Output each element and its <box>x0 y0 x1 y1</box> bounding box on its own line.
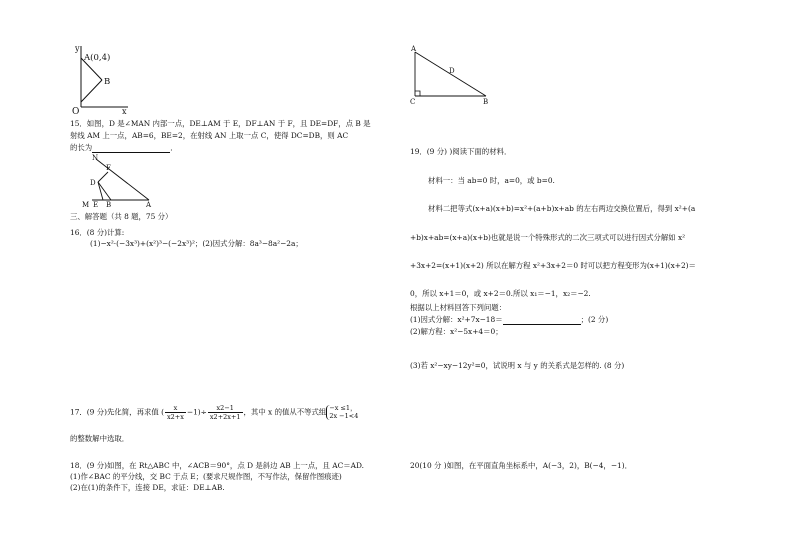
label-b: B <box>106 201 112 208</box>
q19-part3: (3)若 x²−xy−12y²=0，试说明 x 与 y 的关系式是怎样的. (8 分) <box>410 361 625 370</box>
point-a-label: A(0,4) <box>84 53 111 63</box>
q19-head: 19．(9 分) )阅读下面的材料． <box>410 147 512 156</box>
q17-suffix: ，其中 x 的值从不等式组 <box>243 407 327 417</box>
q19-material-2d: 0，所以 x+1＝0，或 x+2＝0.所以 x₁＝−1，x₂＝−2. <box>410 289 591 298</box>
q19-part1-suffix: ；(2 分) <box>580 315 609 324</box>
q15-prefix: 的长为 <box>70 143 93 152</box>
q19-ask: 根据以上材料回答下列问题： <box>410 303 507 312</box>
q19-material-2a: 材料二把等式(x+a)(x+b)=x²+(a+b)x+ab 的左右两边交换位置后，得到 x²+(a <box>428 204 696 213</box>
q15-line2: 射线 AM 上一点，AB=6，BE=2，在射线 AN 上取一点 C，使得 DC=DB，则 AC <box>70 131 349 140</box>
q16-body: (1)−x²·(−3x³)+(x²)³−(−2x³)²；(2)因式分解：8a³−8a²−2a； <box>90 239 303 248</box>
q15-line1: 15．如图，D 是∠MAN 内部一点，DE⊥AM 于 E，DF⊥AN 于 F，且 DE=DF，点 B 是 <box>70 119 371 128</box>
tri-label-b: B <box>483 98 489 106</box>
x-axis-label: x <box>122 107 127 114</box>
label-n: N <box>92 154 99 162</box>
point-b-label: B <box>104 77 111 87</box>
label-a: A <box>146 201 152 208</box>
section3-heading: 三、解答题（共 8 题，75 分） <box>70 212 173 221</box>
q17-inequality-system: −x ≤1， 2x −1<4 <box>326 405 358 421</box>
q19-answer-blank[interactable] <box>503 315 581 325</box>
tri-label-a: A <box>411 45 417 53</box>
q17-line2: 的整数解中选取． <box>70 434 130 443</box>
q19-material-1: 材料一：当 ab=0 时，a=0，或 b=0. <box>428 176 555 185</box>
q20-line1: 20(10 分 )如图，在平面直角坐标系中，A(−3，2)，B(−4，−1)． <box>410 461 632 470</box>
q17-prefix: 17．(9 分)先化简，再求值 ( <box>70 407 164 417</box>
q19-material-2c: +3x+2=(x+1)(x+2) 所以在解方程 x²+3x+2＝0 时可以把方程变形为(x+1)(x+2)＝ <box>410 261 696 270</box>
q17-fraction-2: $\frac{x2-1}{x2+2x+1}$ <box>209 404 241 422</box>
q19-part1 <box>410 315 608 325</box>
q18-line2: (1)作∠BAC 的平分线，交 BC 于点 E；(要求尺规作图，不写作法，保留作图痕迹) <box>70 472 342 481</box>
q17-line1 <box>70 404 358 421</box>
tri-label-d: D <box>449 67 455 75</box>
label-d: D <box>90 179 96 187</box>
q18-line1: 18．(9 分)如图，在 Rt△ABC 中，∠ACB＝90°，点 D 是斜边 AB 上一点，且 AC＝AD. <box>70 461 365 470</box>
y-axis-label: y <box>75 44 80 53</box>
q16-head: 16．(8 分)计算: <box>70 228 125 237</box>
tri-label-c: C <box>410 98 416 106</box>
q18-line3: (2)在(1)的条件下，连接 DE，求证：DE⊥AB. <box>70 483 225 492</box>
coordinate-figure <box>66 42 136 114</box>
angle-figure <box>78 152 158 208</box>
q17-mid: −1)÷ <box>186 407 207 417</box>
q17-fraction-1: $\frac{x}{x2+x}$ <box>166 404 184 422</box>
triangle-figure <box>404 44 499 106</box>
label-f: F <box>106 164 111 172</box>
q19-part2: (2)解方程：x²−5x+4＝0； <box>410 327 503 336</box>
q19-material-2b: +b)x+ab=(x+a)(x+b)也就是说一个特殊形式的二次三项式可以进行因式分解如 x² <box>410 233 686 242</box>
label-m: M <box>82 201 90 208</box>
label-e: E <box>93 201 99 208</box>
q15-suffix: ． <box>170 143 178 152</box>
q19-part1-prefix: (1)因式分解：x²+7x−18＝ <box>410 315 503 324</box>
origin-label: O <box>72 107 80 114</box>
